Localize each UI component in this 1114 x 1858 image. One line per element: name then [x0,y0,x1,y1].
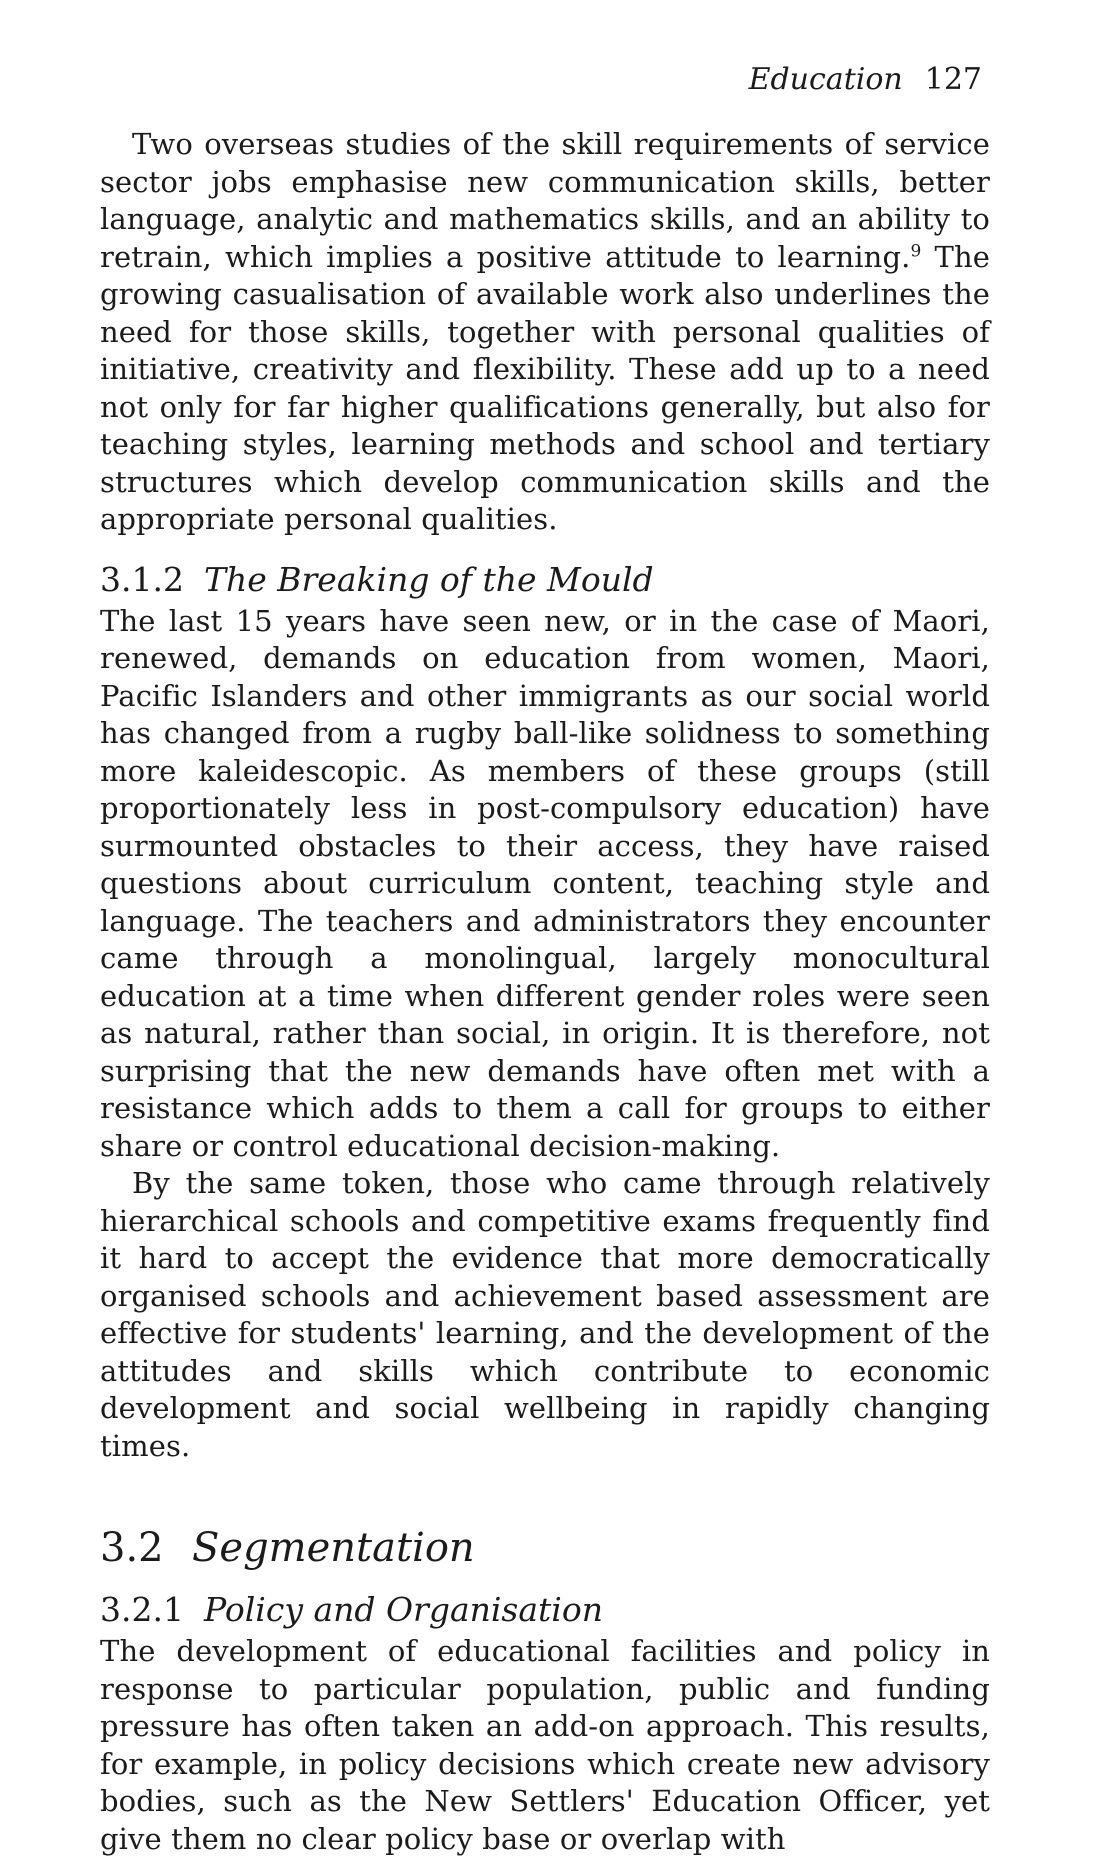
heading-3-1-2-title: The Breaking of the Mould [204,559,654,599]
heading-3-2-number: 3.2 [100,1525,164,1571]
intro-text-after: The growing casualisation of available work also underlines the need for those skills, together with personal qualities of initiative, creativity and flexibility. These add up to a need not only for far higher qualifications generally, but also for teaching styles, learning methods and school and tertiary structures which develop communication skills and the appropriate personal qualities. [100,239,990,536]
intro-text-before: Two overseas studies of the skill requirements of service sector jobs emphasise new communication skills, better language, analytic and mathematics skills, and an ability to retrain, which implies a positive attitude to learning. [100,127,990,274]
paragraph-3-1-2-second: By the same token, those who came through relatively hierarchical schools and competitive exams frequently find it hard to accept the evidence that more democratically organised schools and achievement based assessment are effective for students' learning, and the development of the attitudes and skills which contribute to economic development and social wellbeing in rapidly changing times. [100,1166,990,1463]
running-title: Education [748,62,903,97]
paragraph-3-1-2-first: The last 15 years have seen new, or in the case of Maori, renewed, demands on education from women, Maori, Pacific Islanders and other immigrants as our social world has changed from a rugby ball-like solidness to something more kaleidescopic. As members of these groups (still proportionately less in post-compulsory education) have surmounted obstacles to their access, they have raised questions about curriculum content, teaching style and language. The teachers and administrators they encounter came through a monolingual, largely monocultural education at a time when different gender roles were seen as natural, rather than social, in origin. It is therefore, not surprising that the new demands have often met with a resistance which adds to them a call for groups to either share or control educational decision-making. [100,603,990,1163]
page-number: 127 [924,62,982,97]
book-page [100,60,990,1858]
heading-3-2-1 [100,1587,990,1633]
footnote-marker: 9 [910,240,922,261]
running-head [100,60,990,100]
heading-3-2-1-number: 3.2.1 [100,1590,184,1629]
heading-3-2-1-title: Policy and Organisation [204,1590,603,1629]
heading-3-1-2 [100,557,990,603]
heading-3-1-2-number: 3.1.2 [100,559,184,599]
heading-3-2 [100,1521,990,1575]
heading-3-2-title: Segmentation [192,1525,475,1571]
paragraph-3-2-1-first: The development of educational facilities and policy in response to particular population, public and funding pressure has often taken an add-on approach. This results, for example, in policy decisions which create new advisory bodies, such as the New Settlers' Education Officer, yet give them no clear policy base or overlap with [100,1634,990,1856]
intro-paragraph [100,126,990,539]
